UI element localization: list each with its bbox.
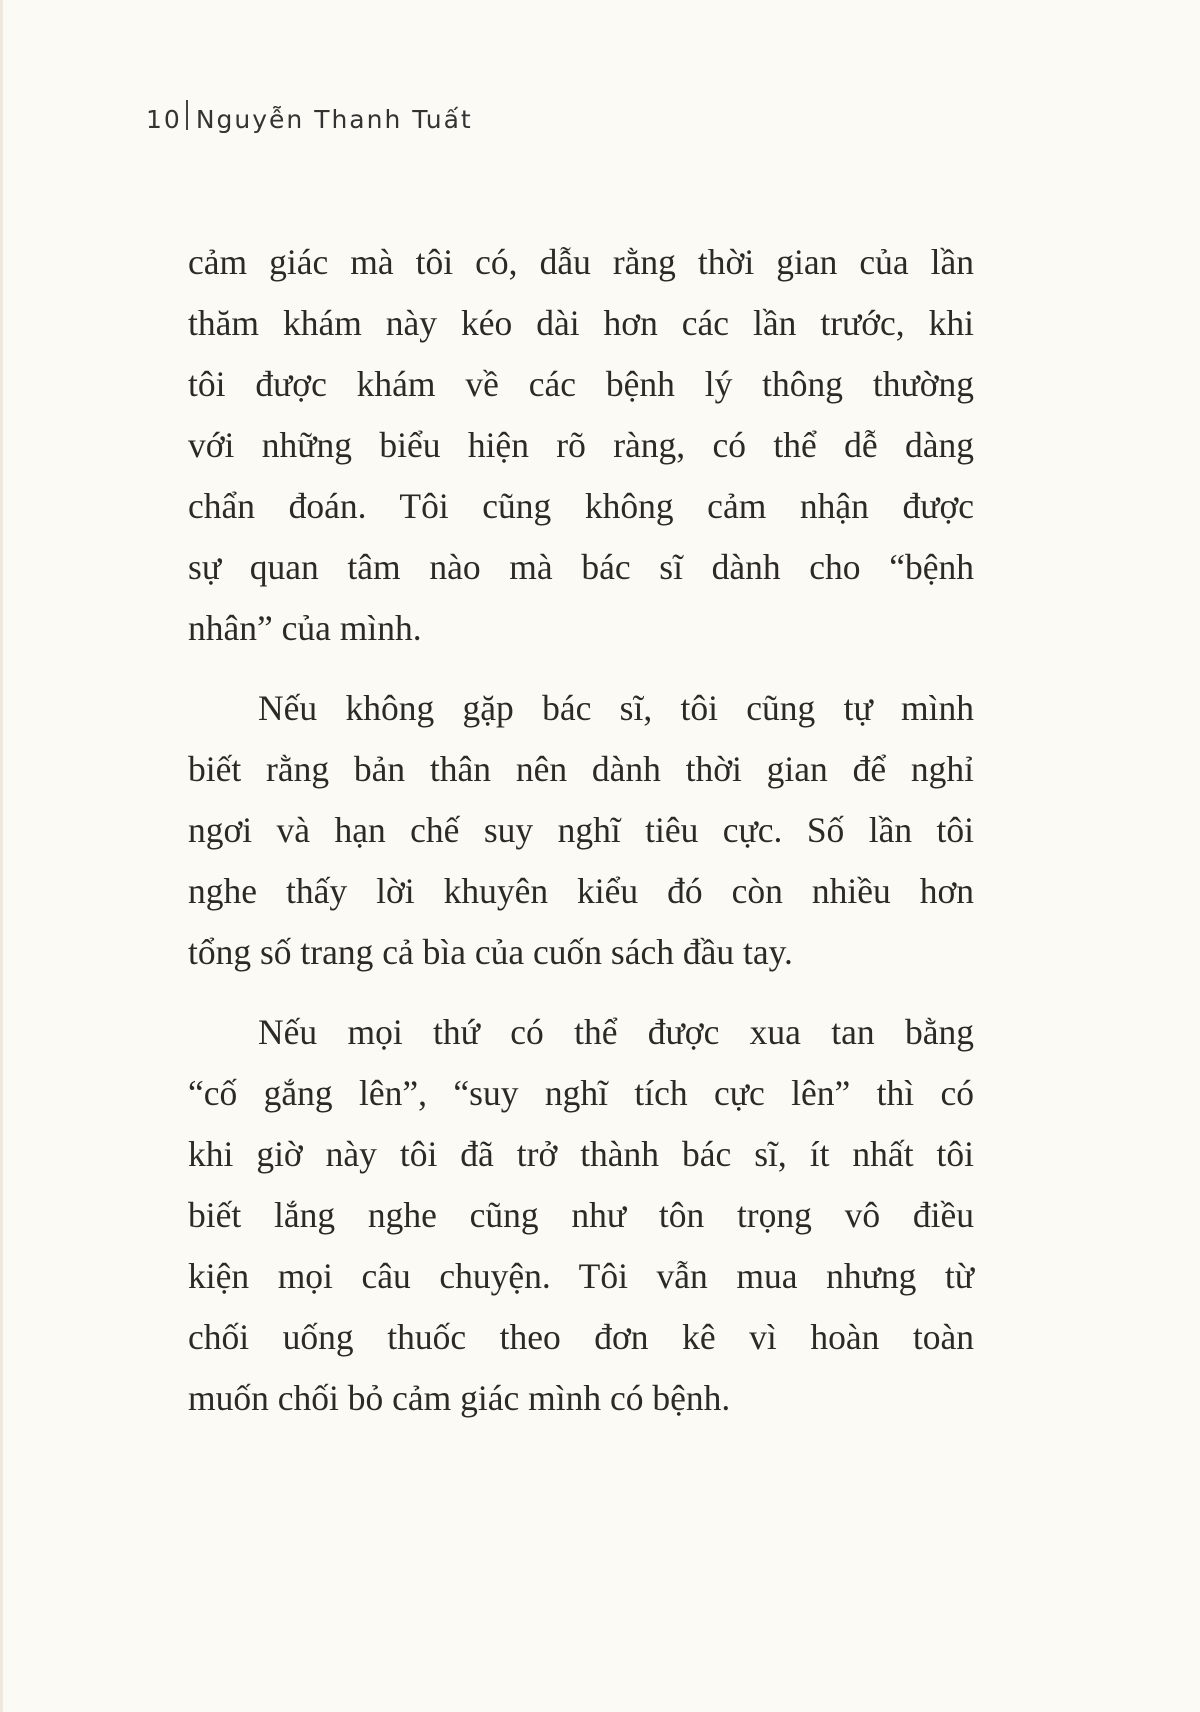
text-line: ngơi và hạn chế suy nghĩ tiêu cực. Số lần tôi (188, 810, 974, 850)
text-line: với những biểu hiện rõ ràng, có thể dễ dàng (188, 425, 974, 465)
text-line: biết lắng nghe cũng như tôn trọng vô điều (188, 1195, 974, 1235)
text-line: tổng số trang cả bìa của cuốn sách đầu tay. (188, 932, 793, 972)
text-line: chẩn đoán. Tôi cũng không cảm nhận được (188, 486, 974, 526)
text-line: muốn chối bỏ cảm giác mình có bệnh. (188, 1378, 731, 1418)
text-line: nhân” của mình. (188, 608, 422, 648)
text-line: cảm giác mà tôi có, dẫu rằng thời gian của lần (188, 242, 974, 282)
text-line: Nếu không gặp bác sĩ, tôi cũng tự mình (258, 688, 974, 728)
paragraph (188, 678, 974, 983)
page-edge (0, 0, 3, 1712)
text-line: kiện mọi câu chuyện. Tôi vẫn mua nhưng từ (188, 1256, 974, 1296)
text-line: Nếu mọi thứ có thể được xua tan bằng (258, 1012, 974, 1052)
text-line: biết rằng bản thân nên dành thời gian để nghỉ (188, 749, 974, 789)
paragraph (188, 1002, 974, 1429)
text-line: nghe thấy lời khuyên kiểu đó còn nhiều hơn (188, 871, 974, 911)
running-header (146, 104, 473, 134)
text-line: thăm khám này kéo dài hơn các lần trước, khi (188, 303, 974, 343)
page-number: 10 (146, 104, 182, 134)
text-line: “cố gắng lên”, “suy nghĩ tích cực lên” thì có (188, 1073, 974, 1113)
page-body (188, 232, 974, 1448)
text-line: sự quan tâm nào mà bác sĩ dành cho “bệnh (188, 547, 974, 587)
text-line: khi giờ này tôi đã trở thành bác sĩ, ít nhất tôi (188, 1134, 974, 1174)
text-line: chối uống thuốc theo đơn kê vì hoàn toàn (188, 1317, 974, 1357)
author-name: Nguyễn Thanh Tuất (195, 104, 473, 134)
text-line: tôi được khám về các bệnh lý thông thường (188, 364, 974, 404)
paragraph (188, 232, 974, 659)
header-divider (186, 100, 188, 130)
